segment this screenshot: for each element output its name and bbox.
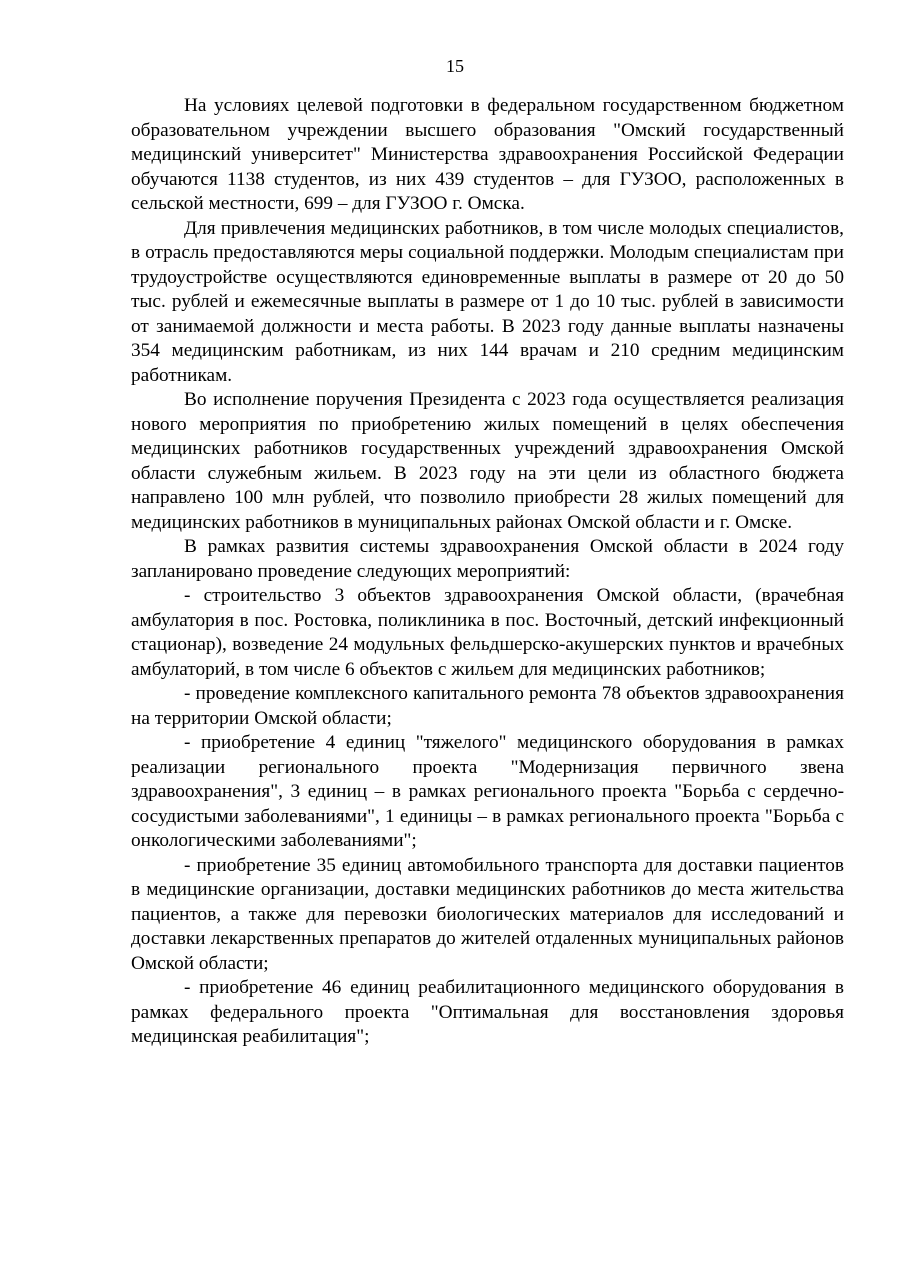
paragraph-targeted-training: На условиях целевой подготовки в федеральном государственном бюджетном образовательном учреждении высшего образования "Омский государственный медицинский университет" Министерства здравоохранения Российской Федерации обучаются 1138 студентов, из них 439 студентов – для ГУЗОО, расположенных в сельской местности, 699 – для ГУЗОО г. Омска. bbox=[131, 95, 844, 214]
paragraph-housing: Во исполнение поручения Президента с 2023 года осуществляется реализация нового мероприятия по приобретению жилых помещений в целях обеспечения медицинских работников государственных учреждений здравоохранения Омской области служебным жильем. В 2023 году на эти цели из областного бюджета направлено 100 млн рублей, что позволило приобрести 28 жилых помещений для медицинских работников в муниципальных районах Омской области и г. Омске. bbox=[131, 389, 844, 533]
list-item-vehicles: - приобретение 35 единиц автомобильного транспорта для доставки пациентов в медицинские организации, доставки медицинских работников до места жительства пациентов, а также для перевозки биологических материалов для исследований и доставки лекарственных препаратов до жителей отдаленных муниципальных районов Омской области; bbox=[131, 854, 844, 974]
paragraph-plans-2024: В рамках развития системы здравоохранения Омской области в 2024 году запланировано проведение следующих мероприятий: bbox=[131, 536, 844, 582]
page-number: 15 bbox=[446, 56, 464, 76]
list-item-capital-repair: - проведение комплексного капитального ремонта 78 объектов здравоохранения на территории Омской области; bbox=[131, 683, 844, 729]
list-item-rehabilitation-equipment: - приобретение 46 единиц реабилитационного медицинского оборудования в рамках федерального проекта "Оптимальная для восстановления здоровья медицинская реабилитация"; bbox=[131, 977, 844, 1047]
list-item-construction: - строительство 3 объектов здравоохранения Омской области, (врачебная амбулатория в пос. Ростовка, поликлиника в пос. Восточный, детский инфекционный стационар), возведение 24 модульных фельдшерско-акушерских пунктов и врачебных амбулаторий, в том числе 6 объектов с жильем для медицинских работников; bbox=[131, 585, 844, 680]
document-body bbox=[131, 94, 844, 1050]
list-item-heavy-equipment: - приобретение 4 единиц "тяжелого" медицинского оборудования в рамках реализации регионального проекта "Модернизация первичного звена здравоохранения", 3 единиц – в рамках регионального проекта "Борьба с сердечно-сосудистыми заболеваниями", 1 единицы – в рамках регионального проекта "Борьба с онкологическими заболеваниями"; bbox=[131, 732, 844, 851]
paragraph-social-support: Для привлечения медицинских работников, в том числе молодых специалистов, в отрасль предоставляются меры социальной поддержки. Молодым специалистам при трудоустройстве осуществляются единовременные выплаты в размере от 20 до 50 тыс. рублей и ежемесячные выплаты в размере от 1 до 10 тыс. рублей в зависимости от занимаемой должности и места работы. В 2023 году данные выплаты назначены 354 медицинским работникам, из них 144 врачам и 210 средним медицинским работникам. bbox=[131, 217, 844, 386]
